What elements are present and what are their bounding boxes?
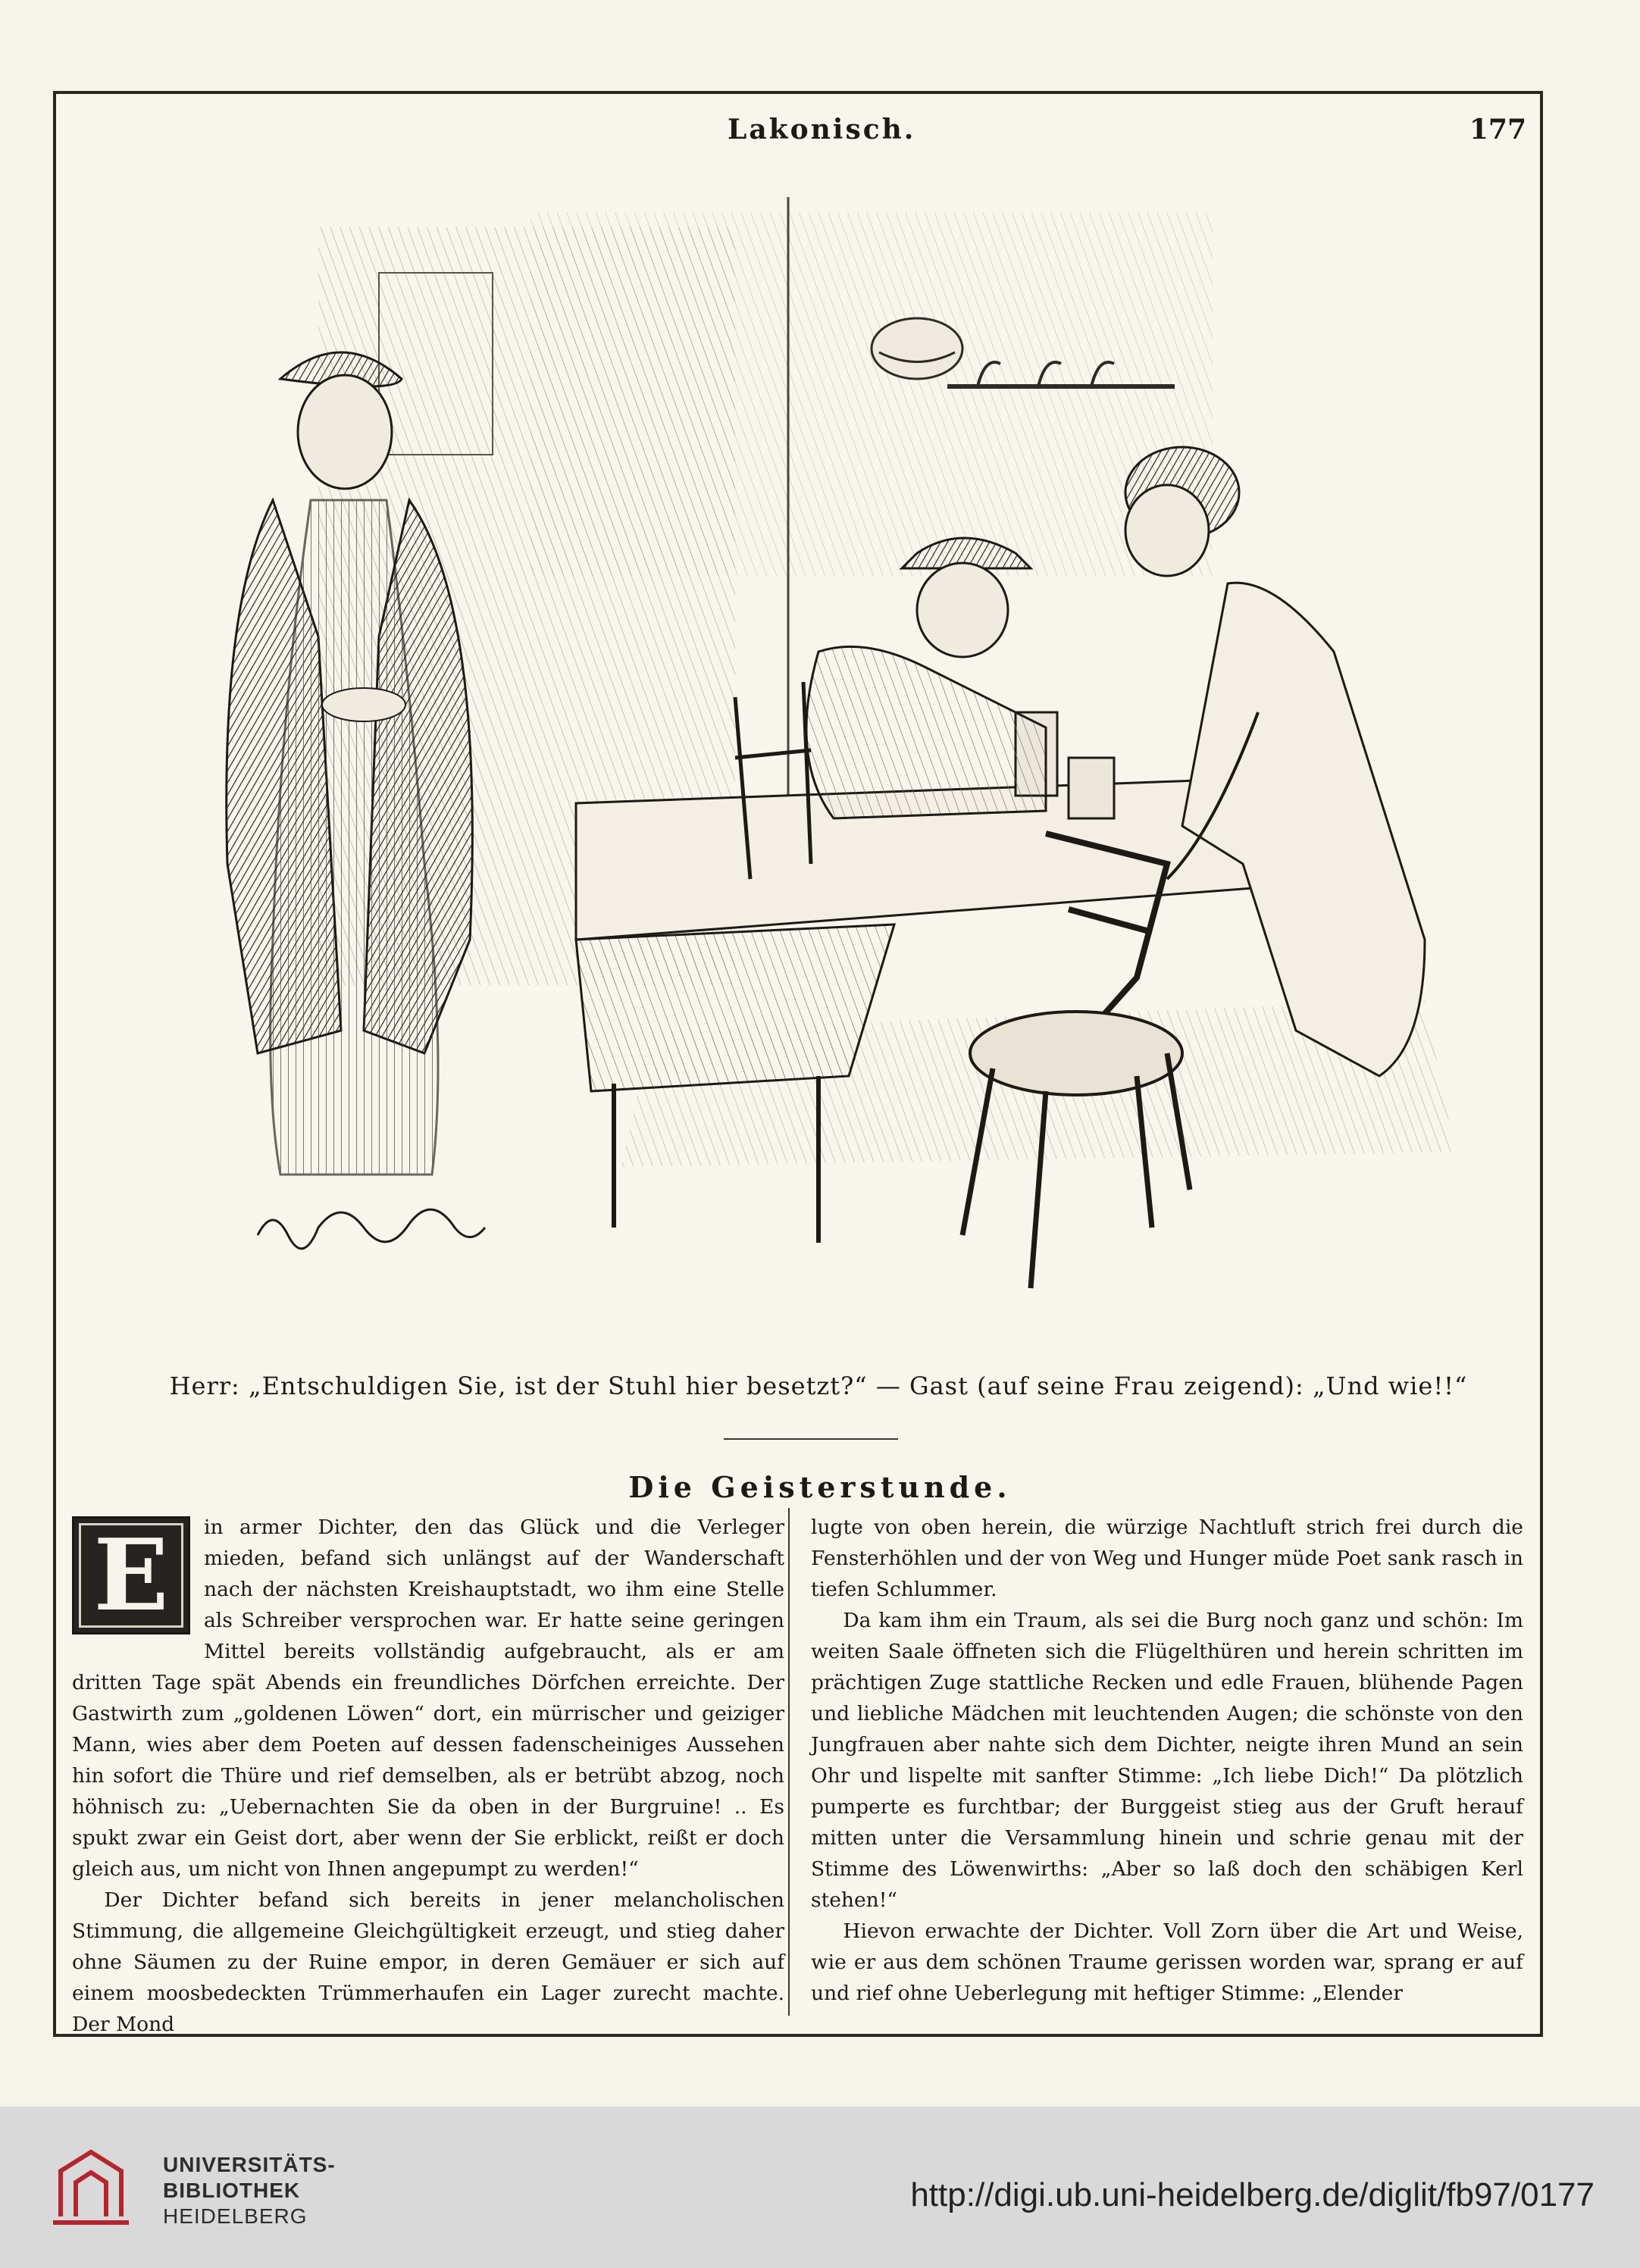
library-footer bbox=[0, 2107, 1640, 2268]
library-name bbox=[163, 2152, 336, 2229]
article-title: Die Geisterstunde. bbox=[628, 1470, 1012, 1504]
artist-signature bbox=[258, 1209, 485, 1249]
page-number: 177 bbox=[1469, 114, 1526, 145]
article-column-left bbox=[72, 1512, 784, 2036]
paragraph: Hievon erwachte der Dichter. Voll Zorn über die Art und Weise, wie er aus dem schönen Traume gerissen worden war, sprang er auf und rief ohne Ueberlegung mit heftiger Stimme: „Elender bbox=[811, 1919, 1523, 2005]
running-title: Lakonisch. bbox=[728, 114, 916, 145]
library-name-line: UNIVERSITÄTS- bbox=[163, 2153, 336, 2176]
paragraph: in armer Dichter, den das Glück und die Verleger mieden, befand sich unlängst auf der Wanderschaft nach der nächsten Kreishauptstadt, wo ihm eine Stelle als Schreiber versprochen war. Er hatte seine geringen Mittel bereits vollständig aufgebraucht, als er am dritten Tage spät Abends ein freundliches Dörfchen erreichte. Der Gastwirth zum „goldenen Löwen“ dort, ein mürrischer und geiziger Mann, wies aber dem Poeten auf dessen fadenscheiniges Aussehen hin sofort die Thüre und rief demselben, als er betrübt abzog, noch höhnisch zu: „Uebernachten Sie da oben in der Burgruine! .. Es spukt zwar ein Geist dort, aber wenn der Sie erblickt, reißt er doch gleich aus, um nicht von Ihnen angepumpt zu werden!“ bbox=[72, 1516, 784, 1881]
standing-gentleman-figure bbox=[1125, 447, 1425, 1076]
paragraph: Da kam ihm ein Traum, als sei die Burg noch ganz und schön: Im weiten Saale öffneten sich die Flügelthüren und herein schritten im prächtigen Zuge stattliche Recken und edle Frauen, blühende Pagen und liebliche Mädchen mit leuchtenden Augen; die schönste von den Jungfrauen aber nahte sich dem Dichter, neigte ihren Mund an sein Ohr und lispelte mit sanfter Stimme: „Ich liebe Dich!“ Da plötzlich pumperte es furchtbar; der Burggeist stieg aus der Gruft herauf mitten unter die Versammlung hinein und schrie genau mit der Stimme des Löwenwirths: „Aber so laß doch den schäbigen Kerl stehen!“ bbox=[811, 1609, 1523, 1912]
paragraph: lugte von oben herein, die würzige Nachtluft strich frei durch die Fensterhöhlen und der von Weg und Hunger müde Poet sank rasch in tiefen Schlummer. bbox=[811, 1516, 1523, 1601]
decorated-initial: E bbox=[72, 1516, 190, 1635]
article-column-right bbox=[811, 1512, 1523, 2012]
illustration-caption: Herr: „Entschuldigen Sie, ist der Stuhl hier besetzt?“ — Gast (auf seine Frau zeigend): „Und wie!!“ bbox=[169, 1372, 1468, 1400]
permalink-url[interactable]: http://digi.ub.uni-heidelberg.de/diglit/fb97/0177 bbox=[910, 2176, 1595, 2213]
paragraph: Der Dichter befand sich bereits in jener melancholischen Stimmung, die allgemeine Gleichgültigkeit erzeugt, und stieg daher ohne Säumen zu der Ruine empor, in deren Gemäuer er sich auf einem moosbedeckten Trümmerhaufen ein Lager zurecht machte. Der Mond bbox=[72, 1888, 784, 2036]
university-library-logo-icon bbox=[45, 2141, 136, 2232]
library-name-line: HEIDELBERG bbox=[163, 2204, 308, 2228]
library-name-line: BIBLIOTHEK bbox=[163, 2179, 301, 2202]
engraving-illustration bbox=[91, 182, 1531, 1334]
column-divider bbox=[788, 1508, 790, 2016]
title-divider bbox=[724, 1438, 898, 1440]
